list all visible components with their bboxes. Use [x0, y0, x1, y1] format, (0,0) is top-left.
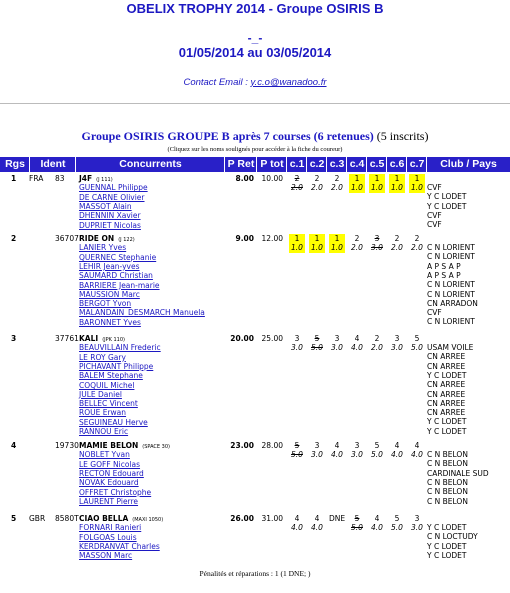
- crew-member-link[interactable]: LEHIR Jean-yves: [79, 261, 140, 271]
- club-name: Y C LODET: [427, 201, 467, 211]
- race-place: 5: [294, 441, 300, 450]
- club-name: C N BELON: [427, 459, 468, 469]
- points-total: 10.00: [261, 174, 283, 183]
- race-place: 3: [294, 334, 300, 343]
- race-score: 2.0: [411, 243, 423, 253]
- crew-member-link[interactable]: NOBLET Yvan: [79, 450, 130, 460]
- club-name: CARDINALE SUD: [427, 468, 489, 478]
- boat-model: (J 111): [96, 177, 113, 183]
- col-pret: P Ret: [225, 158, 257, 171]
- sail-number: 19730: [55, 441, 79, 450]
- col-c6: c.6: [387, 158, 407, 171]
- race-place: 2: [334, 174, 340, 183]
- col-c5: c.5: [367, 158, 387, 171]
- crew-member-link[interactable]: BEAUVILLAIN Frederic: [79, 343, 161, 353]
- crew-member-link[interactable]: ROUE Erwan: [79, 408, 127, 418]
- col-c7: c.7: [407, 158, 427, 171]
- crew-member-link[interactable]: PICHAVANT Philippe: [79, 361, 154, 371]
- crew-member-link[interactable]: LE GOFF Nicolas: [79, 459, 141, 469]
- crew-member-link[interactable]: BERGOT Yvon: [79, 299, 132, 309]
- crew-member-link[interactable]: MAUSSION Marc: [79, 289, 140, 299]
- nationality: GBR: [29, 514, 46, 523]
- results-table-header: [0, 157, 510, 172]
- boat-name-text: CIAO BELLA: [79, 514, 129, 523]
- club-name: C N LORIENT: [427, 289, 475, 299]
- race-place: 4: [314, 514, 320, 523]
- race-score: 5.0: [291, 450, 303, 460]
- contact-label: Contact Email :: [183, 77, 248, 88]
- race-score: 4.0: [351, 343, 363, 353]
- race-place: 5: [414, 334, 420, 343]
- club-name: CN ARREE: [427, 380, 466, 390]
- points-retained: 23.00: [230, 441, 254, 450]
- crew-member-link[interactable]: QUERNEC Stephanie: [79, 252, 157, 262]
- club-name: C N LORIENT: [427, 317, 475, 327]
- points-retained: 8.00: [235, 174, 254, 183]
- rank: 3: [11, 334, 17, 343]
- club-name: Y C LODET: [427, 541, 467, 551]
- points-retained: 26.00: [230, 514, 254, 523]
- crew-member-link[interactable]: MASSON Marc: [79, 551, 133, 561]
- race-place: 1: [369, 174, 385, 183]
- race-place: 3: [334, 334, 340, 343]
- col-club: Club / Pays: [427, 158, 510, 171]
- race-place: DNE: [329, 514, 346, 523]
- race-score: 1.0: [289, 243, 305, 252]
- col-ident: Ident: [30, 158, 76, 171]
- race-score: 1.0: [369, 183, 385, 192]
- race-place: 2: [314, 174, 320, 183]
- race-score: 5.0: [351, 523, 363, 533]
- crew-member-link[interactable]: FORNARI Ranieri: [79, 523, 142, 533]
- race-place: 3: [374, 234, 380, 243]
- boat-model: (MAXI 1050): [132, 517, 164, 523]
- group-count: (5 inscrits): [376, 129, 429, 143]
- race-place: 2: [414, 234, 420, 243]
- boat-name-text: J4F: [79, 174, 93, 183]
- contact-email-link[interactable]: y.c.o@wanadoo.fr: [250, 77, 327, 88]
- club-name: Y C LODET: [427, 192, 467, 202]
- crew-member-link[interactable]: MALANDAIN_DESMARCH Manuela: [79, 308, 205, 318]
- club-name: Y C LODET: [427, 370, 467, 380]
- race-place: 5: [394, 514, 400, 523]
- race-score: 3.0: [371, 243, 383, 253]
- club-name: C N LOCTUDY: [427, 532, 478, 542]
- crew-member-link[interactable]: DHENNIN Xavier: [79, 211, 141, 221]
- col-ptot: P tot: [257, 158, 287, 171]
- race-place: 3: [414, 514, 420, 523]
- club-name: C N LORIENT: [427, 243, 475, 252]
- sail-number: 83: [55, 174, 65, 183]
- club-name: C N BELON: [427, 496, 468, 506]
- crew-member-link[interactable]: SAUMARD Christian: [79, 271, 153, 281]
- crew-member-link[interactable]: DUPRIET Nicolas: [79, 220, 141, 230]
- race-place: 2: [354, 234, 360, 243]
- club-name: Y C LODET: [427, 426, 467, 436]
- race-place: 4: [354, 334, 360, 343]
- contact-line: [0, 77, 510, 88]
- sail-number: 8580T: [55, 514, 79, 523]
- club-name: USAM VOILE: [427, 343, 474, 352]
- col-c1: c.1: [287, 158, 307, 171]
- boat-name-text: RIDE ON: [79, 234, 115, 243]
- crew-member-link[interactable]: FOLGOAS Louis: [79, 532, 137, 542]
- crew-member-link[interactable]: LAURENT Pierre: [79, 496, 139, 506]
- club-name: C N BELON: [427, 477, 468, 487]
- points-total: 28.00: [261, 441, 283, 450]
- club-name: CN ARREE: [427, 408, 466, 418]
- race-score: 4.0: [311, 523, 323, 533]
- boat-name-text: KALI: [79, 334, 99, 343]
- points-retained: 20.00: [230, 334, 254, 343]
- race-place: 2: [394, 234, 400, 243]
- race-score: 1.0: [309, 243, 325, 252]
- race-score: 3.0: [351, 450, 363, 460]
- race-score: 4.0: [411, 450, 423, 460]
- race-place: 5: [374, 441, 380, 450]
- race-place: 5: [314, 334, 320, 343]
- crew-member-link[interactable]: LE ROY Gary: [79, 352, 126, 362]
- club-name: C N LORIENT: [427, 252, 475, 262]
- boat-model: (SPACE 30): [142, 444, 170, 450]
- crew-member-link[interactable]: NOVAK Edouard: [79, 478, 139, 488]
- race-score: 4.0: [291, 523, 303, 533]
- col-c4: c.4: [347, 158, 367, 171]
- boat-model: (J 122): [118, 237, 135, 243]
- race-score: 3.0: [331, 343, 343, 353]
- club-name: CVF: [427, 308, 442, 318]
- club-name: CVF: [427, 183, 442, 192]
- club-name: A P S A P: [427, 261, 461, 271]
- rank: 1: [11, 174, 17, 183]
- event-dates: 01/05/2014 au 03/05/2014: [178, 45, 332, 60]
- race-score: 5.0: [311, 343, 323, 353]
- rank: 4: [11, 441, 17, 450]
- crew-member-link[interactable]: BARRIERE Jean-marie: [79, 280, 160, 290]
- race-place: 2: [374, 334, 380, 343]
- boat-model: (JPK 110): [102, 337, 125, 343]
- race-place: 1: [309, 234, 325, 243]
- race-score: 2.0: [351, 243, 363, 253]
- race-score: 4.0: [331, 450, 343, 460]
- crew-member-link[interactable]: BELLEC Vincent: [79, 399, 138, 409]
- crew-member-link[interactable]: DE CARNE Olivier: [79, 192, 145, 202]
- race-score: 2.0: [391, 243, 403, 253]
- club-name: CN ARREE: [427, 361, 466, 371]
- col-rgs: Rgs: [5, 158, 25, 170]
- race-score: 1.0: [349, 183, 365, 192]
- race-place: 5: [354, 514, 360, 523]
- crew-member-link[interactable]: RANNOU Eric: [79, 427, 129, 436]
- crew-member-link[interactable]: BALEM Stephane: [79, 371, 143, 381]
- club-name: C N BELON: [427, 450, 468, 459]
- race-score: 3.0: [291, 343, 303, 353]
- points-total: 31.00: [261, 514, 283, 523]
- race-score: 3.0: [311, 450, 323, 460]
- race-score: 2.0: [291, 183, 303, 193]
- page-title: OBELIX TROPHY 2014 - Groupe OSIRIS B: [126, 1, 384, 16]
- rank: 5: [11, 514, 17, 523]
- race-place: 3: [354, 441, 360, 450]
- race-score: 5.0: [371, 450, 383, 460]
- group-note: (Cliquez sur les noms soulignés pour accéder à la fiche du coureur): [167, 146, 343, 153]
- club-name: C N BELON: [427, 487, 468, 497]
- club-name: CN ARREE: [427, 389, 466, 399]
- race-score: 5.0: [411, 343, 423, 353]
- race-place: 4: [334, 441, 340, 450]
- club-name: Y C LODET: [427, 523, 467, 532]
- title-separator: -_-: [247, 31, 263, 45]
- group-title: [0, 129, 510, 144]
- club-name: Y C LODET: [427, 550, 467, 560]
- race-score: 2.0: [371, 343, 383, 353]
- club-name: CVF: [427, 210, 442, 220]
- race-score: 1.0: [409, 183, 425, 192]
- club-name: Y C LODET: [427, 417, 467, 427]
- race-place: 1: [329, 234, 345, 243]
- points-total: 25.00: [261, 334, 283, 343]
- race-score: 1.0: [329, 243, 345, 252]
- race-score: 2.0: [331, 183, 343, 193]
- race-place: 4: [414, 441, 420, 450]
- crew-member-link[interactable]: JULE Daniel: [79, 389, 122, 399]
- race-place: 1: [389, 174, 405, 183]
- group-title-main: Groupe OSIRIS GROUPE B après 7 courses (6 retenues): [81, 129, 374, 143]
- crew-member-link[interactable]: GUENNAL Philippe: [79, 183, 148, 193]
- club-name: C N LORIENT: [427, 280, 475, 290]
- sail-number: 36707: [55, 234, 79, 243]
- club-name: A P S A P: [427, 270, 461, 280]
- crew-member-link[interactable]: RECTON Edouard: [79, 468, 144, 478]
- race-place: 4: [294, 514, 300, 523]
- crew-member-link[interactable]: COQUIL Michel: [79, 380, 135, 390]
- race-score: 3.0: [391, 343, 403, 353]
- header-divider: [0, 103, 510, 104]
- col-concurrents: Concurrents: [76, 158, 225, 171]
- boat-name-text: MAMIE BELON: [79, 441, 139, 450]
- race-place: 2: [294, 174, 300, 183]
- nationality: FRA: [29, 174, 44, 183]
- club-name: CN ARREE: [427, 352, 466, 362]
- race-place: 4: [394, 441, 400, 450]
- crew-member-link[interactable]: MASSOT Alain: [79, 201, 132, 211]
- crew-member-link[interactable]: LANIER Yves: [79, 243, 127, 253]
- race-place: 1: [409, 174, 425, 183]
- sail-number: 37761: [55, 334, 79, 343]
- points-retained: 9.00: [235, 234, 254, 243]
- crew-member-link[interactable]: BARONNET Yves: [79, 317, 141, 327]
- club-name: CN ARRADON: [427, 298, 478, 308]
- rank: 2: [11, 234, 17, 243]
- race-place: 3: [314, 441, 320, 450]
- race-score: 3.0: [411, 523, 423, 533]
- race-score: 4.0: [371, 523, 383, 533]
- race-score: 2.0: [311, 183, 323, 193]
- club-name: CN ARREE: [427, 398, 466, 408]
- race-score: 5.0: [391, 523, 403, 533]
- race-place: 3: [394, 334, 400, 343]
- race-place: 1: [289, 234, 305, 243]
- points-total: 12.00: [261, 234, 283, 243]
- col-c3: c.3: [327, 158, 347, 171]
- crew-member-link[interactable]: KERDRANVAT Charles: [79, 541, 160, 551]
- race-score: 1.0: [389, 183, 405, 192]
- crew-member-link[interactable]: SEGUINEAU Herve: [79, 417, 148, 427]
- col-c2: c.2: [307, 158, 327, 171]
- race-place: 4: [374, 514, 380, 523]
- race-score: 4.0: [391, 450, 403, 460]
- club-name: CVF: [427, 220, 442, 230]
- penalties-footer: Pénalités et réparations : 1 (1 DNE; ): [199, 569, 311, 578]
- race-place: 1: [349, 174, 365, 183]
- crew-member-link[interactable]: OFFRET Christophe: [79, 487, 152, 497]
